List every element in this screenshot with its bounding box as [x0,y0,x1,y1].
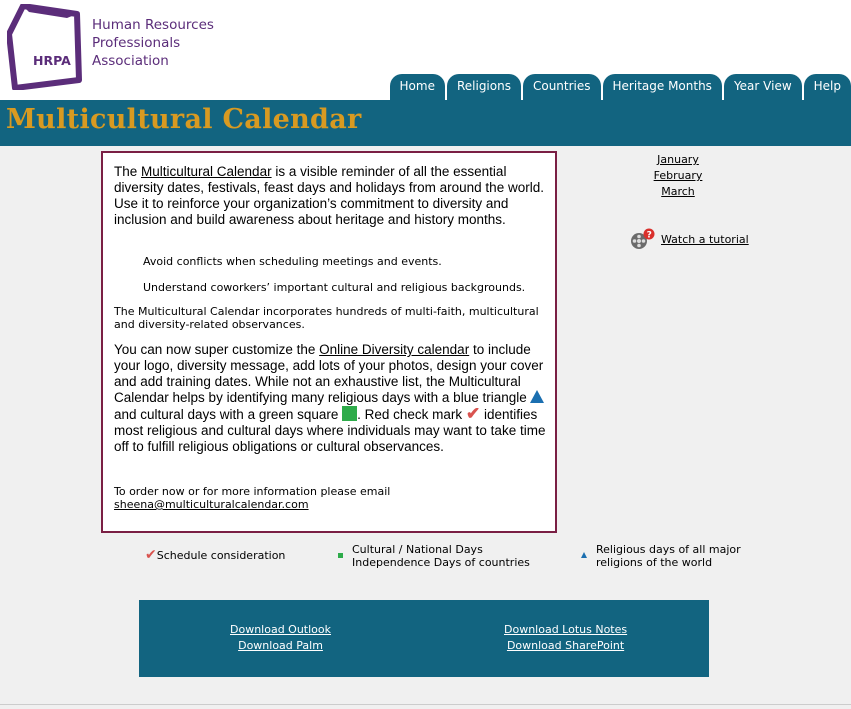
multicultural-calendar-link[interactable]: Multicultural Calendar [141,164,272,179]
legend-religious-line-1: Religious days of all major [596,543,741,556]
tab-home[interactable]: Home [390,74,445,100]
svg-text:?: ? [646,230,652,241]
online-diversity-calendar-link[interactable]: Online Diversity calendar [319,342,470,357]
download-outlook-link[interactable]: Download Outlook [230,623,332,636]
legend-schedule-label: Schedule consideration [156,549,286,562]
customize-pre-text: You can now super customize the [114,342,320,357]
tab-help[interactable]: Help [804,74,851,100]
download-sharepoint-link[interactable]: Download SharePoint [506,639,625,652]
intro-panel [101,151,557,533]
logo-line-1: Human Resources [92,17,214,33]
month-link-february[interactable]: February [653,169,703,182]
month-links [648,152,708,200]
month-link-january[interactable]: January [657,153,699,166]
email-link[interactable]: sheena@multiculturalcalendar.com [114,498,309,511]
page-header [0,0,851,100]
downloads-right-column [504,622,627,654]
logo-wordmark[interactable] [92,16,214,70]
bullet-understand-coworkers: Understand coworkers’ important cultural and religious backgrounds. [143,281,526,294]
legend-religious-line-2: religions of the world [596,556,713,569]
customize-paragraph [114,342,552,455]
intro-post-text: is a visible reminder of all the essential diversity dates, festivals, feast days and holidays from around the world. Use it to reinforce your organization’s commitment to diversity and inclusion and build awareness about heritage and history months. [114,164,544,227]
month-link-march[interactable]: March [661,185,695,198]
title-banner [0,100,851,146]
tab-year-view[interactable]: Year View [724,74,802,100]
banner-title: Multicultural Calendar [6,104,362,135]
logo-line-3: Association [92,53,169,69]
download-palm-link[interactable]: Download Palm [238,639,323,652]
legend-green-square-icon [338,553,343,558]
watch-tutorial[interactable] [630,228,749,250]
customize-mid1-text: to include your logo, diversity message, add lots of your photos, design your cover and add training dates. While not an exhaustive list, the Multicultural Calendar helps by identifying many religious days with a blue triangle [114,342,544,405]
logo-mark-text: HRPA [33,53,71,68]
legend-religious [581,543,741,569]
main-nav-tabs [390,74,851,100]
customize-post-text: identifies most religious and cultural days where individuals may want to take time off to fulfill religious obligations or cultural observances. [114,407,546,454]
logo-line-2: Professionals [92,35,181,51]
tab-heritage-months[interactable]: Heritage Months [603,74,722,100]
incorporates-paragraph: The Multicultural Calendar incorporates hundreds of multi-faith, multicultural and diversity-related observances. [114,305,539,331]
green-square-icon [342,406,357,421]
legend-schedule [145,547,285,563]
blue-triangle-icon [530,390,544,403]
tab-religions[interactable]: Religions [447,74,521,100]
bullet-avoid-conflicts: Avoid conflicts when scheduling meetings and events. [143,255,442,268]
order-info [114,485,544,511]
red-check-icon: ✔ [465,404,481,423]
legend-blue-triangle-icon [581,552,587,558]
watch-tutorial-link[interactable]: Watch a tutorial [661,232,749,246]
page-bottom-divider [0,704,851,705]
intro-paragraph [114,164,544,228]
legend-check-icon: ✔ [145,547,157,563]
legend-cultural [338,543,530,569]
film-reel-icon[interactable] [630,228,655,250]
order-text: To order now or for more information please email [114,485,391,498]
hrpa-logo-icon[interactable] [7,4,85,90]
legend-cultural-line-1: Cultural / National Days [352,543,483,556]
downloads-panel [139,600,709,677]
customize-mid2-text: and cultural days with a green square [114,407,343,422]
tab-countries[interactable]: Countries [523,74,601,100]
legend-cultural-line-2: Independence Days of countries [352,556,530,569]
intro-pre-text: The [114,164,142,179]
download-lotus-notes-link[interactable]: Download Lotus Notes [504,623,628,636]
customize-mid3-text: . Red check mark [357,407,466,422]
downloads-left-column [230,622,331,654]
